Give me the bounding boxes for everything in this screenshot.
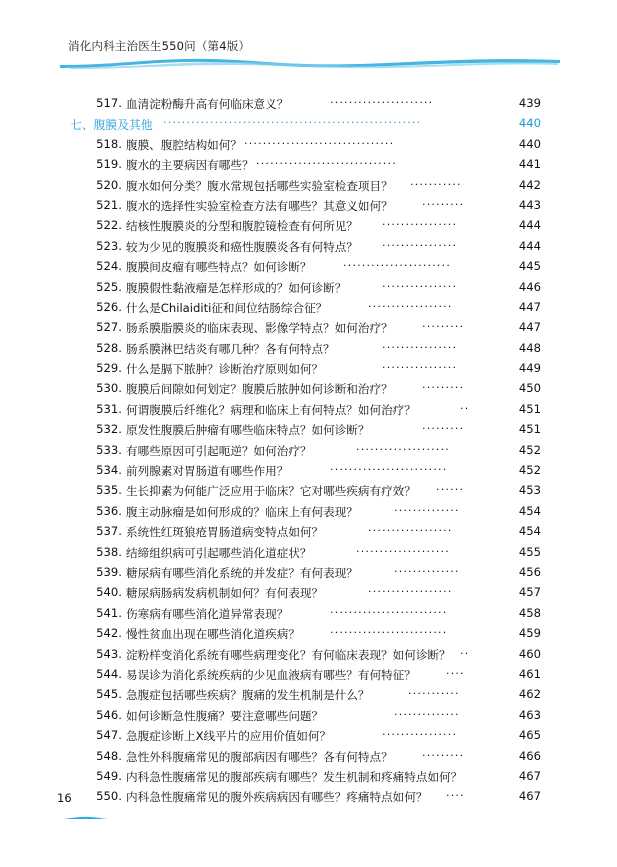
toc-entry[interactable] <box>0 708 617 728</box>
toc-entry[interactable] <box>0 443 617 463</box>
entry-title: 腹膜间皮瘤有哪些特点？如何诊断？ <box>126 260 312 275</box>
entry-page: 452 <box>518 442 541 457</box>
entry-number: 530. <box>96 381 122 396</box>
entry-page: 467 <box>518 768 541 783</box>
toc-entry[interactable] <box>0 606 617 626</box>
entry-title: 什么是Chilaiditi征和间位结肠综合征？ <box>126 300 328 315</box>
entry-title: 腹水的选择性实验室检查方法有哪些？其意义如何？ <box>126 198 393 213</box>
entry-number: 522. <box>96 218 122 233</box>
leader-dots: ························· <box>330 626 448 640</box>
leader-dots: ···················· <box>356 442 450 456</box>
entry-page: 444 <box>518 218 541 233</box>
leader-dots: ················ <box>382 361 458 375</box>
entry-number: 524. <box>96 259 122 274</box>
leader-dots: ·················· <box>368 524 453 538</box>
entry-number: 538. <box>96 544 122 559</box>
toc-entry[interactable] <box>0 565 617 585</box>
toc-entry[interactable] <box>0 300 617 320</box>
toc-entry[interactable] <box>0 667 617 687</box>
entry-title: 有哪些原因可引起呃逆？如何治疗？ <box>126 443 312 458</box>
leader-dots: ·· <box>460 401 470 415</box>
toc-entry[interactable] <box>0 157 617 177</box>
toc-entry[interactable] <box>0 218 617 238</box>
entry-title: 什么是膈下脓肿？诊断治疗原则如何？ <box>126 362 324 377</box>
entry-number: 540. <box>96 585 122 600</box>
book-title: 消化内科主治医生550问（第4版） <box>68 39 251 53</box>
entry-number: 517. <box>96 96 122 110</box>
leader-dots: ········· <box>422 422 465 436</box>
leader-dots: ·················· <box>368 299 453 313</box>
entry-number: 535. <box>96 483 122 498</box>
entry-page: 456 <box>518 564 541 579</box>
entry-number: 544. <box>96 666 122 681</box>
leader-dots: ················ <box>382 340 458 354</box>
entry-title: 血清淀粉酶升高有何临床意义？ <box>126 97 289 111</box>
entry-number: 534. <box>96 463 122 478</box>
entry-page: 467 <box>518 789 541 804</box>
entry-page: 451 <box>518 401 541 416</box>
entry-number: 527. <box>96 320 122 335</box>
entry-title: 内科急性腹痛常见的腹外疾病病因有哪些？疼痛特点如何？ <box>126 790 428 805</box>
entry-number: 548. <box>96 748 122 763</box>
entry-page: 453 <box>518 483 541 498</box>
toc-entry[interactable] <box>0 320 617 340</box>
leader-dots: ······················ <box>330 96 434 109</box>
leader-dots: ·················· <box>368 585 453 599</box>
entry-title: 肠系膜淋巴结炎有哪几种？各有何特点？ <box>126 341 335 356</box>
entry-page: 463 <box>518 707 541 722</box>
entry-page: 440 <box>518 116 541 131</box>
entry-title: 慢性贫血出现在哪些消化道疾病？ <box>126 627 300 642</box>
entry-page: 446 <box>518 279 541 294</box>
footer-decoration-swoosh <box>50 809 120 819</box>
page-number: 16 <box>57 791 72 805</box>
entry-number: 528. <box>96 340 122 355</box>
entry-page: 466 <box>518 748 541 763</box>
entry-page: 449 <box>518 361 541 376</box>
toc-entry[interactable] <box>0 687 617 707</box>
leader-dots: ···················· <box>356 544 450 558</box>
entry-title: 急腹症包括哪些疾病？腹痛的发生机制是什么？ <box>126 688 370 703</box>
entry-title: 前列腺素对胃肠道有哪些作用？ <box>126 464 289 479</box>
entry-number: 537. <box>96 524 122 539</box>
entry-title: 腹膜假性黏液瘤是怎样形成的？如何诊断？ <box>126 280 347 295</box>
entry-number: 545. <box>96 687 122 702</box>
leader-dots: ·············· <box>394 564 460 578</box>
entry-number: 523. <box>96 238 122 253</box>
leader-dots: ······················· <box>343 259 452 273</box>
entry-number: 529. <box>96 361 122 376</box>
toc-entry[interactable] <box>0 647 617 667</box>
leader-dots: ········· <box>422 748 465 762</box>
entry-number: 531. <box>96 401 122 416</box>
toc-section-heading[interactable] <box>0 116 617 136</box>
entry-number: 533. <box>96 442 122 457</box>
leader-dots: ······ <box>436 483 465 497</box>
entry-page: 447 <box>518 299 541 314</box>
entry-number: 547. <box>96 728 122 743</box>
entry-page: 451 <box>518 422 541 437</box>
entry-title: 腹水如何分类？腹水常规包括哪些实验室检查项目？ <box>126 178 393 193</box>
entry-title: 糖尿病肠病发病机制如何？有何表现？ <box>126 586 324 601</box>
entry-page: 460 <box>518 646 541 661</box>
entry-page: 447 <box>518 320 541 335</box>
entry-page: 465 <box>518 728 541 743</box>
entry-page: 439 <box>518 96 541 110</box>
entry-number: 526. <box>96 299 122 314</box>
entry-title: 糖尿病有哪些消化系统的并发症？有何表现？ <box>126 565 358 580</box>
entry-page: 457 <box>518 585 541 600</box>
toc-entry[interactable] <box>0 483 617 503</box>
entry-page: 459 <box>518 626 541 641</box>
toc-entry[interactable] <box>0 585 617 605</box>
header-decoration-swoosh <box>60 55 560 69</box>
leader-dots: ··········· <box>408 687 460 701</box>
entry-number: 519. <box>96 157 122 172</box>
entry-number: 536. <box>96 503 122 518</box>
leader-dots: ······················································· <box>163 116 422 130</box>
toc-entry[interactable] <box>0 626 617 646</box>
entry-title: 腹主动脉瘤是如何形成的？临床上有何表现？ <box>126 504 358 519</box>
entry-number: 543. <box>96 646 122 661</box>
page-footer <box>0 791 617 821</box>
entry-page: 444 <box>518 238 541 253</box>
toc-entry[interactable] <box>0 280 617 300</box>
entry-number: 539. <box>96 564 122 579</box>
toc-entry[interactable] <box>0 259 617 279</box>
entry-page: 454 <box>518 503 541 518</box>
entry-number: 549. <box>96 768 122 783</box>
toc-entry[interactable] <box>0 769 617 789</box>
entry-page: 455 <box>518 544 541 559</box>
entry-title: 腹膜、腹腔结构如何？ <box>126 137 242 152</box>
leader-dots: ······························ <box>256 157 397 171</box>
leader-dots: ························· <box>330 463 448 477</box>
entry-title: 肠系膜脂膜炎的临床表现、影像学特点？如何治疗？ <box>126 321 393 336</box>
entry-page: 441 <box>518 157 541 172</box>
entry-title: 腹水的主要病因有哪些？ <box>126 158 254 173</box>
entry-page: 462 <box>518 687 541 702</box>
leader-dots: ················ <box>382 218 458 232</box>
toc-entry[interactable] <box>0 381 617 401</box>
toc-entry[interactable] <box>0 749 617 769</box>
entry-title: 内科急性腹痛常见的腹部疾病有哪些？发生机制和疼痛特点如何？ <box>126 769 463 784</box>
entry-title: 生长抑素为何能广泛应用于临床？它对哪些疾病有疗效？ <box>126 484 416 499</box>
leader-dots: ········· <box>422 381 465 395</box>
entry-number: 520. <box>96 177 122 192</box>
entry-page: 445 <box>518 259 541 274</box>
leader-dots: ································ <box>244 136 395 150</box>
leader-dots: ···· <box>446 789 465 803</box>
entry-number: 518. <box>96 136 122 151</box>
leader-dots: ·············· <box>394 707 460 721</box>
toc-entry[interactable] <box>0 198 617 218</box>
toc-entry[interactable] <box>0 96 617 116</box>
section-label: 七、腹膜及其他 <box>70 118 153 133</box>
entry-number: 542. <box>96 626 122 641</box>
toc-entry[interactable] <box>0 178 617 198</box>
entry-title: 急性外科腹痛常见的腹部病因有哪些？各有何特点？ <box>126 749 393 764</box>
toc-entry[interactable] <box>0 728 617 748</box>
leader-dots: ···· <box>446 666 465 680</box>
toc-entry[interactable] <box>0 504 617 524</box>
entry-title: 较为少见的腹膜炎和癌性腹膜炎各有何特点？ <box>126 239 358 254</box>
entry-title: 淀粉样变消化系统有哪些病理变化？有何临床表现？如何诊断？ <box>126 647 451 662</box>
entry-title: 结核性腹膜炎的分型和腹腔镜检查有何所见？ <box>126 219 358 234</box>
entry-number: 550. <box>96 789 122 804</box>
entry-page: 450 <box>518 381 541 396</box>
leader-dots: ········· <box>422 320 465 334</box>
entry-page: 443 <box>518 197 541 212</box>
toc-entry[interactable] <box>0 361 617 381</box>
entry-title: 腹膜后间隙如何划定？腹膜后脓肿如何诊断和治疗？ <box>126 382 393 397</box>
entry-page: 452 <box>518 463 541 478</box>
entry-number: 541. <box>96 605 122 620</box>
entry-title: 急腹症诊断上X线平片的应用价值如何？ <box>126 729 332 744</box>
toc-entry[interactable] <box>0 402 617 422</box>
entry-title: 原发性腹膜后肿瘤有哪些临床特点？如何诊断？ <box>126 423 370 438</box>
leader-dots: ························· <box>330 605 448 619</box>
entry-title: 结缔组织病可引起哪些消化道症状？ <box>126 545 312 560</box>
leader-dots: ········· <box>422 197 465 211</box>
toc-list <box>0 96 617 810</box>
toc-entry[interactable] <box>0 341 617 361</box>
toc-entry[interactable] <box>0 463 617 483</box>
leader-dots: ·············· <box>394 503 460 517</box>
leader-dots: ················ <box>382 728 458 742</box>
entry-title: 伤寒病有哪些消化道异常表现？ <box>126 606 289 621</box>
entry-title: 何谓腹膜后纤维化？病理和临床上有何特点？如何治疗？ <box>126 402 416 417</box>
entry-number: 525. <box>96 279 122 294</box>
entry-title: 系统性红斑狼疮胃肠道病变特点如何？ <box>126 525 324 540</box>
entry-page: 442 <box>518 177 541 192</box>
entry-title: 如何诊断急性腹痛？要注意哪些问题？ <box>126 708 324 723</box>
toc-entry[interactable] <box>0 422 617 442</box>
entry-page: 461 <box>518 666 541 681</box>
toc-entry[interactable] <box>0 524 617 544</box>
leader-dots: ················ <box>382 279 458 293</box>
toc-entry[interactable] <box>0 239 617 259</box>
leader-dots: ··········· <box>410 177 462 191</box>
page-header <box>0 38 617 68</box>
entry-title: 易误诊为消化系统疾病的少见血液病有哪些？有何特征？ <box>126 667 416 682</box>
leader-dots: ················ <box>382 238 458 252</box>
entry-page: 448 <box>518 340 541 355</box>
entry-page: 440 <box>518 136 541 151</box>
toc-entry[interactable] <box>0 137 617 157</box>
entry-number: 532. <box>96 422 122 437</box>
toc-entry[interactable] <box>0 545 617 565</box>
entry-number: 521. <box>96 197 122 212</box>
entry-page: 454 <box>518 524 541 539</box>
leader-dots: ·· <box>460 646 470 660</box>
entry-page: 458 <box>518 605 541 620</box>
entry-number: 546. <box>96 707 122 722</box>
